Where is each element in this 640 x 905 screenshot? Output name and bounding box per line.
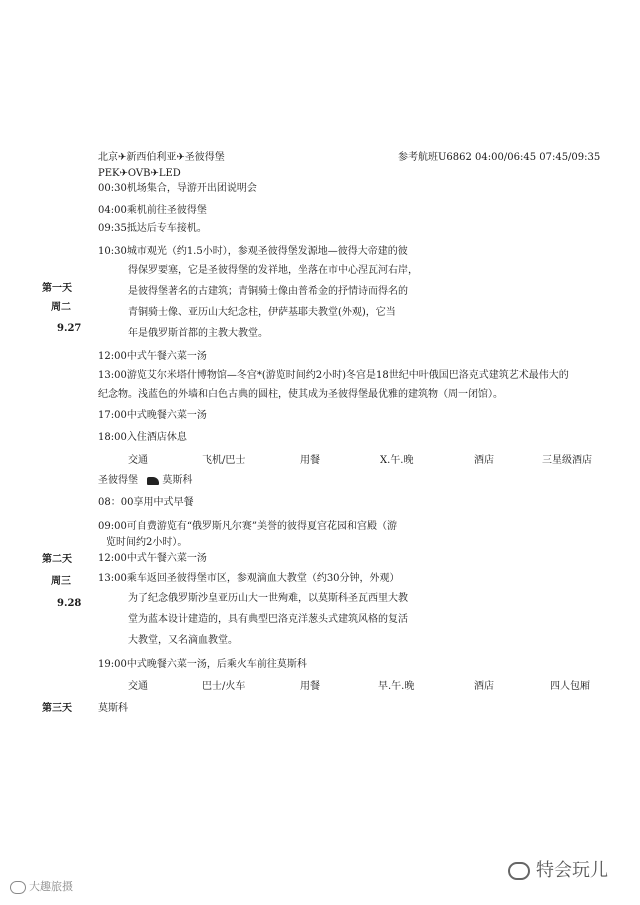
day2-optional-line-1: 览时间约2小时）。 [106, 537, 188, 548]
day1-label: 第一天 [42, 283, 72, 294]
day1-route: 北京✈新西伯利亚✈圣彼得堡 [98, 152, 225, 163]
summary-meals-value: X.午.晚 [380, 455, 414, 466]
day1-flight-reference: 参考航班U6862 04:00/06:45 07:45/09:35 [398, 152, 601, 163]
day2-summary-row [0, 681, 640, 695]
day2-church-line-0: 13:00乘车返回圣彼得堡市区，参观滴血大教堂（约30分钟，外观） [98, 573, 400, 584]
day1-airport-codes: PEK✈OVB✈LED [98, 168, 181, 179]
summary-hotel-label: 酒店 [474, 455, 494, 466]
day1-item-0: 00:30机场集合，导游开出团说明会 [98, 183, 257, 194]
day1-dinner: 17:00中式晚餐六菜一汤 [98, 410, 207, 421]
day1-lunch: 12:00中式午餐六菜一汤 [98, 351, 207, 362]
day2-dinner: 19:00中式晚餐六菜一汤，后乘火车前往莫斯科 [98, 659, 307, 670]
summary-hotel-value: 三星级酒店 [542, 455, 592, 466]
day1-citytour-line-1: 得保罗要塞，它是圣彼得堡的发祥地，坐落在市中心涅瓦河右岸， [128, 265, 418, 276]
day1-citytour-line-0: 10:30城市观光（约1.5小时），参观圣彼得堡发源地—彼得大帝建的彼 [98, 246, 408, 257]
day2-lunch: 12:00中式午餐六菜一汤 [98, 553, 207, 564]
watermark-right-text: 特会玩儿 [536, 860, 608, 881]
day2-optional-line-0: 09:00可自费游览有“俄罗斯凡尔赛”美誉的彼得夏宫花园和宫殿（游 [98, 521, 398, 532]
weibo-logo-icon [10, 881, 26, 894]
train-icon [147, 477, 159, 485]
day1-summary-row [0, 455, 640, 469]
day2-church-line-2: 堂为蓝本设计建造的，具有典型巴洛克洋葱头式建筑风格的复活 [128, 614, 408, 625]
watermark-right [508, 860, 608, 882]
day1-museum-line-1: 纪念物。浅蓝色的外墙和白色古典的圆柱，使其成为圣彼得堡最优雅的建筑物（周一闭馆）。 [98, 389, 503, 400]
watermark-left [10, 880, 73, 894]
summary-meals-label: 用餐 [300, 681, 320, 692]
summary-transport-label: 交通 [128, 681, 148, 692]
day1-item-2: 09:35抵达后专车接机。 [98, 223, 207, 234]
summary-meals-value: 早.午.晚 [378, 681, 415, 692]
day2-church-line-3: 大教堂，又名滴血教堂。 [128, 635, 238, 646]
day1-hotel-rest: 18:00入住酒店休息 [98, 432, 187, 443]
day1-weekday: 周二 [51, 302, 71, 313]
summary-hotel-label: 酒店 [474, 681, 494, 692]
summary-transport-value: 飞机/巴士 [202, 455, 246, 466]
day2-route-to: 莫斯科 [162, 475, 193, 486]
day3-label: 第三天 [42, 703, 72, 714]
watermark-left-text: 大趣旅摄 [29, 880, 73, 893]
day1-citytour-line-4: 年是俄罗斯首都的主教大教堂。 [128, 328, 268, 339]
day2-route-from: 圣彼得堡 [98, 475, 138, 486]
day2-route [98, 475, 192, 487]
day2-date: 9.28 [57, 598, 82, 609]
day1-citytour-line-2: 是彼得堡著名的古建筑；青铜骑士像由普希金的抒情诗而得名的 [128, 286, 408, 297]
summary-hotel-value: 四人包厢 [550, 681, 590, 692]
summary-meals-label: 用餐 [300, 455, 320, 466]
summary-transport-value: 巴士/火车 [202, 681, 246, 692]
day1-item-1: 04:00乘机前往圣彼得堡 [98, 205, 207, 216]
summary-transport-label: 交通 [128, 455, 148, 466]
day2-weekday: 周三 [51, 576, 71, 587]
wechat-logo-icon [508, 862, 530, 880]
day2-church-line-1: 为了纪念俄罗斯沙皇亚历山大一世殉难，以莫斯科圣瓦西里大教 [128, 593, 408, 604]
day2-breakfast: 08：00享用中式早餐 [98, 497, 194, 508]
day1-date: 9.27 [57, 323, 82, 334]
day2-label: 第二天 [42, 554, 72, 565]
day3-city: 莫斯科 [98, 703, 128, 714]
day1-museum-line-0: 13:00游览艾尔米塔什博物馆—冬宫*(游览时间约2小时)冬宫是18世纪中叶俄国巴洛克式建筑艺术最伟大的 [98, 370, 569, 381]
day1-citytour-line-3: 青铜骑士像、亚历山大纪念柱，伊萨基耶夫教堂(外观)，它当 [128, 307, 396, 318]
